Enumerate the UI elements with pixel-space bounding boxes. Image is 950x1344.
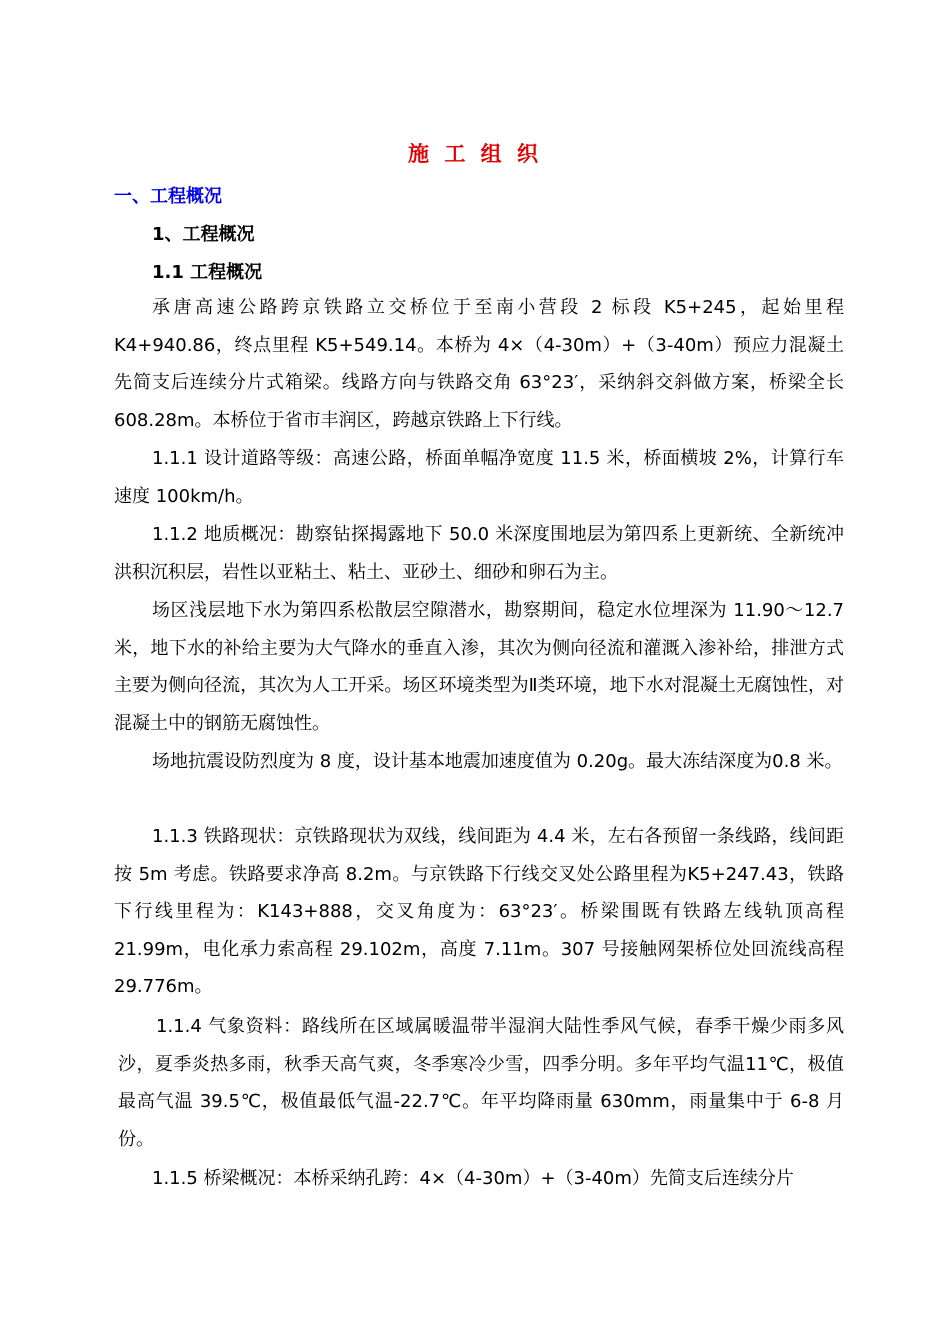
document-title: 施 工 组 织 [408,142,542,166]
section-heading: 一、工程概况 [114,186,222,207]
sub-subsection-heading: 1.1 工程概况 [152,262,263,283]
paragraph-geology: 1.1.2 地质概况：勘察钻探揭露地下 50.0 米深度围地层为第四系上更新统、全新统冲洪积沉积层，岩性以亚粘土、粘土、亚砂土、细砂和卵石为主。 [114,524,844,583]
paragraph-road-grade: 1.1.1 设计道路等级：高速公路，桥面单幅净宽度 11.5 米，桥面横坡 2%，计算行车速度 100km/h。 [114,448,844,507]
paragraph-bridge-overview: 承唐高速公路跨京铁路立交桥位于至南小营段 2 标段 K5+245，起始里程K4+940.86，终点里程 K5+549.14。本桥为 4×（4-30m）+（3-40m）预应力混凝土先简支后连续分片式箱梁。线路方向与铁路交角 63°23′，采纳斜交斜做方案，桥梁全长 608.28m。本桥位于省市丰润区，跨越京铁路上下行线。 [114,297,844,431]
paragraph-railway-status: 1.1.3 铁路现状：京铁路现状为双线，线间距为 4.4 米，左右各预留一条线路，线间距按 5m 考虑。铁路要求净高 8.2m。与京铁路下行线交叉处公路里程为K5+247.43，铁路下行线里程为：K143+888，交叉角度为：63°23′。桥梁围既有铁路左线轨顶高程 21.99m，电化承力索高程 29.102m，高度 7.11m。307 号接触网架桥位处回流线高程 29.776m。 [114,826,844,998]
subsection-heading: 1、工程概况 [152,224,255,245]
paragraph-groundwater: 场区浅层地下水为第四系松散层空隙潜水，勘察期间，稳定水位埋深为 11.90～12.7 米，地下水的补给主要为大气降水的垂直入渗，其次为侧向径流和灌溉入渗补给，排泄方式主要为侧向径流，其次为人工开采。场区环境类型为Ⅱ类环境，地下水对混凝土无腐蚀性，对混凝土中的钢筋无腐蚀性。 [114,600,844,734]
paragraph-climate: 1.1.4 气象资料：路线所在区域属暖温带半湿润大陆性季风气候，春季干燥少雨多风沙，夏季炎热多雨，秋季天高气爽，冬季寒冷少雪，四季分明。多年平均气温11℃，极值最高气温 39.5℃，极值最低气温-22.7℃。年平均降雨量 630mm，雨量集中于 6-8 月份。 [118,1016,844,1150]
paragraph-bridge-spans: 1.1.5 桥梁概况：本桥采纳孔跨：4×（4-30m）+（3-40m）先简支后连续分片 [152,1168,794,1189]
paragraph-seismic: 场地抗震设防烈度为 8 度，设计基本地震加速度值为 0.20g。最大冻结深度为0.8 米。 [152,751,843,772]
